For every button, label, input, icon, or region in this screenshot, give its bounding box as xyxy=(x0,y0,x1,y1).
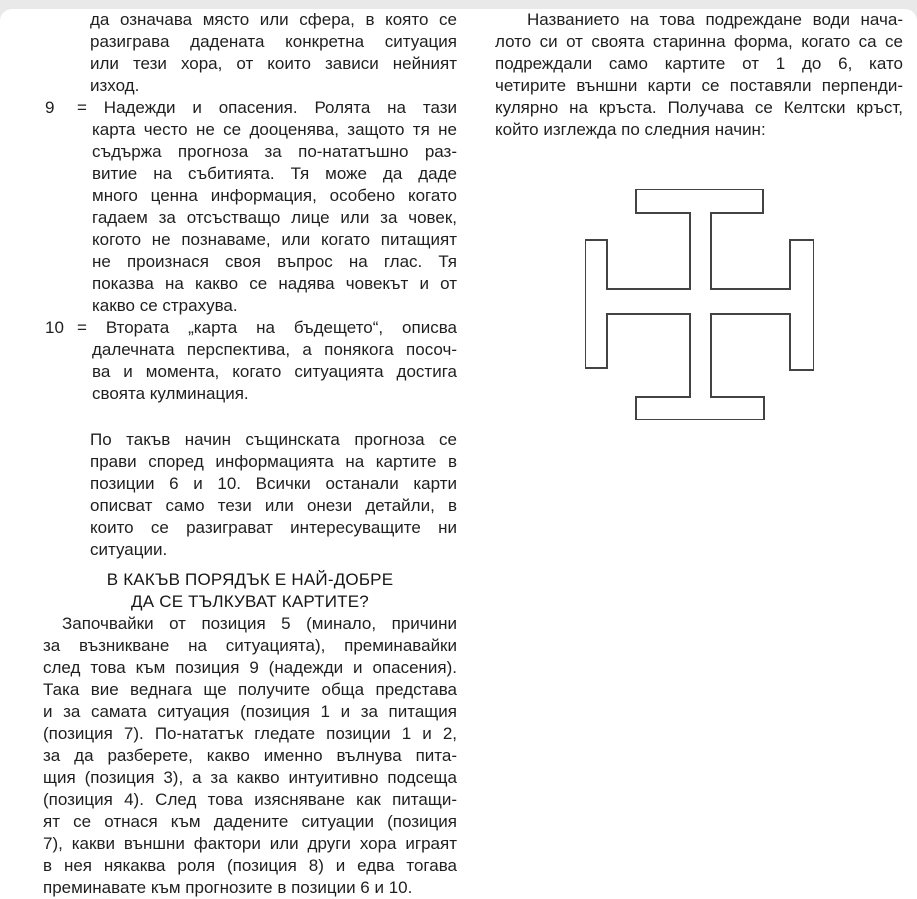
text-line: четирите външни карти се поставяли перпенди- xyxy=(495,76,903,95)
text-line: ва и момента, когато ситуацията достига xyxy=(92,362,457,381)
celtic-cross-outline xyxy=(585,189,814,420)
text-line: (позиция 7). По-нататък гледате позиции 1 и 2, xyxy=(43,724,457,743)
text-line: кулярно на кръста. Получава се Келтски кръст, xyxy=(495,98,903,117)
text-line: позиции 6 и 10. Всички останали карти xyxy=(90,474,457,493)
list-item-text xyxy=(77,317,457,405)
list-item-9 xyxy=(43,97,457,317)
text-line: щия (позиция 3), а за какво интуитивно подсеща xyxy=(43,768,457,787)
text-line: 7), какви външни фактори или други хора играят xyxy=(43,834,457,853)
text-line: подреждали само картите от 1 до 6, като xyxy=(495,54,903,73)
text-line: след това към позиция 9 (надежди и опасения). xyxy=(43,658,457,677)
text-line: своята кулминация. xyxy=(92,384,249,403)
list-item-10 xyxy=(43,317,457,405)
text-line: Названието на това подреждане води нача- xyxy=(527,10,903,29)
text-line: много ценна информация, особено когато xyxy=(92,186,457,205)
summary-paragraph xyxy=(90,429,457,561)
text-line: Започвайки от позиция 5 (минало, причини xyxy=(62,614,457,633)
text-line: не произнася своя въпрос на глас. Тя xyxy=(92,252,457,271)
paragraph-gap xyxy=(43,405,457,429)
text-line: лото си от своята старинна форма, когато са се xyxy=(495,32,903,51)
text-line: съдържа прогноза за по-нататъшно раз- xyxy=(92,142,457,161)
text-line: който изглежда по следния начин: xyxy=(495,120,766,139)
right-column xyxy=(495,9,903,426)
text-line: за да разберете, какво именно вълнува пита- xyxy=(43,746,457,765)
text-line: = Втората „карта на бъдещето“, описва xyxy=(77,318,457,337)
intro-continuation-paragraph xyxy=(90,9,457,97)
text-line: Така вие веднага ще получите обща представа xyxy=(43,680,457,699)
text-line: карта често не се дооценява, защото тя не xyxy=(92,120,457,139)
list-item-text xyxy=(77,97,457,317)
text-line: какво се страхува. xyxy=(92,296,238,315)
celtic-cross-icon xyxy=(585,189,814,420)
page-card xyxy=(0,9,917,899)
text-line: гадаем за отсъстващо лице или за човек, xyxy=(92,208,457,227)
reading-order-paragraph xyxy=(43,613,457,899)
left-column xyxy=(43,9,457,899)
text-line: разиграва дадената конкретна ситуация xyxy=(90,32,457,51)
text-line: показва на какво се надява човекът и от xyxy=(92,274,457,293)
text-line: = Надежди и опасения. Ролята на тази xyxy=(77,98,457,117)
celtic-cross-intro-paragraph xyxy=(495,9,903,141)
text-line: витие на събитията. Тя може да даде xyxy=(92,164,457,183)
list-item-number: 10 xyxy=(45,318,64,337)
celtic-cross-diagram xyxy=(495,189,903,426)
text-line: (позиция 4). След това изясняване как питащи- xyxy=(43,790,457,809)
text-line: По такъв начин същинската прогноза се xyxy=(90,430,457,449)
text-line: изход. xyxy=(90,76,140,95)
list-item-number: 9 xyxy=(45,98,55,117)
text-line: или тези хора, от които зависи нейният xyxy=(90,54,457,73)
text-line: които се разиграват интересуващите ни xyxy=(90,518,457,537)
text-line: ДА СЕ ТЪЛКУВАТ КАРТИТЕ? xyxy=(131,592,369,611)
text-line: в нея някаква роля (позиция 8) и едва тогава xyxy=(43,856,457,875)
text-line: за възникване на ситуацията), преминавайки xyxy=(43,636,457,655)
text-line: далечната перспектива, а понякога посоч- xyxy=(92,340,457,359)
text-line: преминавате към прогнозите в позиции 6 и 10. xyxy=(43,878,413,897)
text-line: ят се отнася към дадените ситуации (позиция xyxy=(43,812,457,831)
text-line: прави според информацията на картите в xyxy=(90,452,457,471)
text-line: и за самата ситуация (позиция 1 и за питащия xyxy=(43,702,457,721)
section-heading xyxy=(43,569,457,613)
text-line: ситуации. xyxy=(90,540,168,559)
text-line: когото не познаваме, или когато питащият xyxy=(92,230,457,249)
text-line: да означава място или сфера, в която се xyxy=(90,10,457,29)
text-line: В КАКЪВ ПОРЯДЪК Е НАЙ-ДОБРЕ xyxy=(106,570,394,589)
text-line: описват само тези или онези детайли, в xyxy=(90,496,457,515)
